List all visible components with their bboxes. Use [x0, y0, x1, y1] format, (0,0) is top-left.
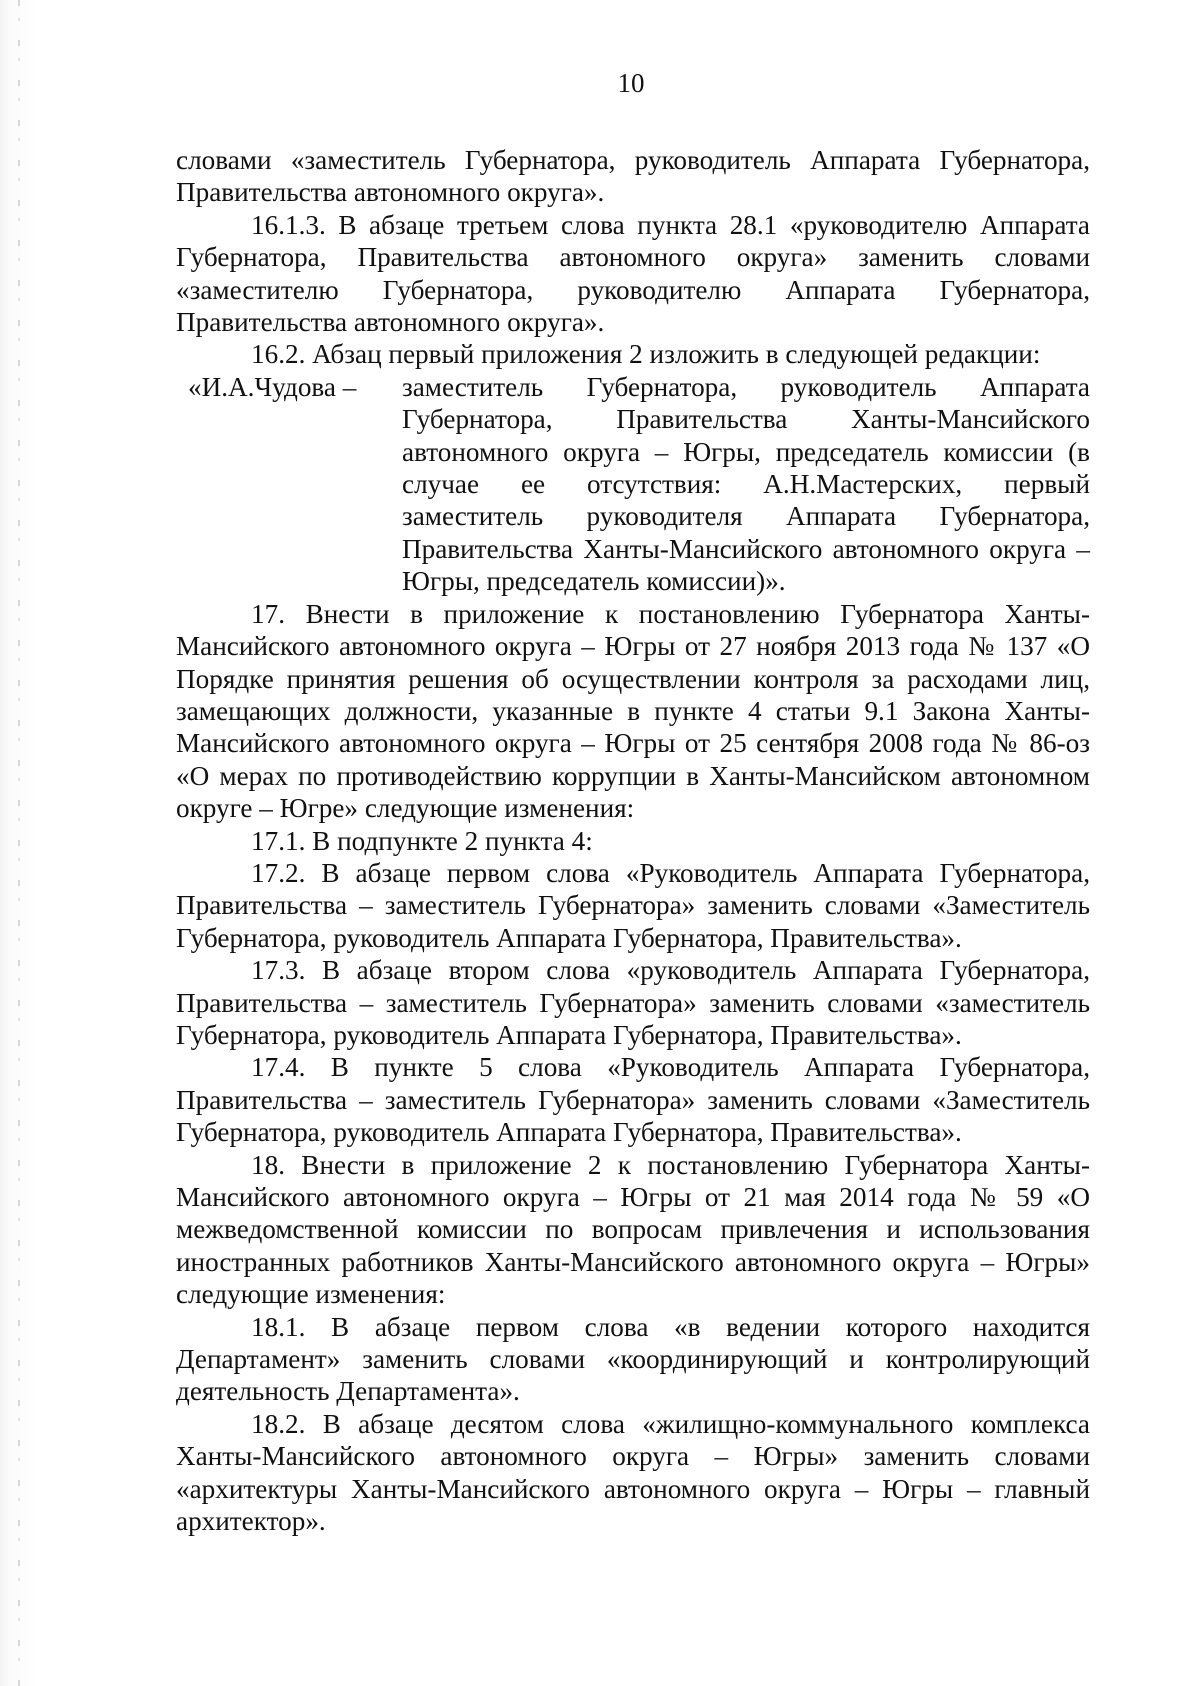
- paragraph-17: 17. Внести в приложение к постановлению Губернатора Ханты-Мансийского автономного округа – Югры от 27 ноября 2013 года № 137 «О Порядке принятия решения об осуществлении контроля за расходами лиц, замещающих должности, указанные в пункте 4 статьи 9.1 Закона Ханты-Мансийского автономного округа – Югры от 25 сентября 2008 года № 86-оз «О мерах по противодействию коррупции в Ханты-Мансийском автономном округе – Югре» следующие изменения:: [176, 598, 1090, 824]
- paragraph-18: 18. Внести в приложение 2 к постановлению Губернатора Ханты-Мансийского автономного округа – Югры от 21 мая 2014 года № 59 «О межведомственной комиссии по вопросам привлечения и использования иностранных работников Ханты-Мансийского автономного округа – Югры» следующие изменения:: [176, 1149, 1090, 1310]
- paragraph-continuation: словами «заместитель Губернатора, руководитель Аппарата Губернатора, Правительства автономного округа».: [176, 145, 1090, 208]
- document-body: [176, 144, 1090, 1537]
- paragraph-18-1: 18.1. В абзаце первом слова «в ведении которого находится Департамент» заменить словами «координирующий и контролирующий деятельность Департамента».: [176, 1311, 1090, 1407]
- paragraph-16-1-3: 16.1.3. В абзаце третьем слова пункта 28.1 «руководителю Аппарата Губернатора, Правительства автономного округа» заменить словами «заместителю Губернатора, руководителю Аппарата Губернатора, Правительства автономного округа».: [176, 209, 1090, 338]
- paragraph-18-2: 18.2. В абзаце десятом слова «жилищно-коммунального комплекса Ханты-Мансийского автономного округа – Югры» заменить словами «архитектуры Ханты-Мансийского автономного округа – Югры – главный архитектор».: [176, 1408, 1090, 1537]
- commission-member-entry: [176, 371, 1090, 598]
- paragraph-17-4: 17.4. В пункте 5 слова «Руководитель Аппарата Губернатора, Правительства – заместитель Губернатора» заменить словами «Заместитель Губернатора, руководитель Аппарата Губернатора, Правительства».: [176, 1052, 1090, 1148]
- commission-member-name: «И.А.Чудова –: [188, 371, 357, 402]
- paragraph-17-1: 17.1. В подпункте 2 пункта 4:: [251, 825, 593, 856]
- paragraph-17-3: 17.3. В абзаце втором слова «руководитель Аппарата Губернатора, Правительства – заместитель Губернатора» заменить словами «заместитель Губернатора, руководитель Аппарата Губернатора, Правительства».: [176, 955, 1090, 1050]
- paragraph-16-2: 16.2. Абзац первый приложения 2 изложить в следующей редакции:: [251, 339, 1041, 370]
- page-number: 10: [617, 68, 645, 98]
- paragraph-17-2: 17.2. В абзаце первом слова «Руководитель Аппарата Губернатора, Правительства – заместитель Губернатора» заменить словами «Заместитель Губернатора, руководитель Аппарата Губернатора, Правительства».: [176, 857, 1090, 953]
- commission-member-role: заместитель Губернатора, руководитель Аппарата Губернатора, Правительства Ханты-Мансийского автономного округа – Югры, председатель комиссии (в случае ее отсутствия: А.Н.Мастерских, первый заместитель руководителя Аппарата Губернатора, Правительства Ханты-Мансийского автономного округа – Югры, председатель комиссии)».: [402, 371, 1090, 597]
- scan-margin-artifact: [0, 0, 38, 1686]
